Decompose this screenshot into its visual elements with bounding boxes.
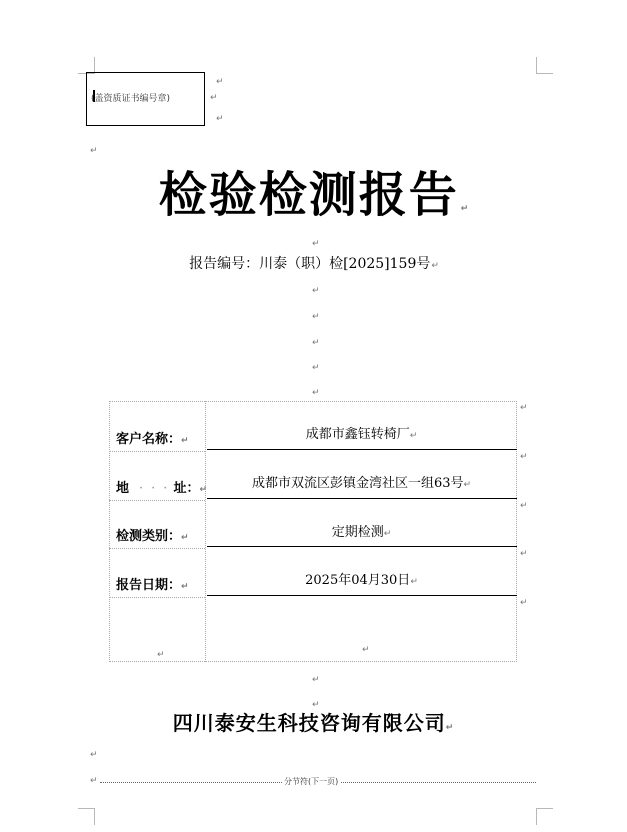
crop-mark-bottom-right xyxy=(536,808,553,825)
field-underline xyxy=(207,498,517,499)
row-end-mark: ↵ xyxy=(520,501,528,511)
table-gridline xyxy=(205,401,206,662)
paragraph-mark: ↵ xyxy=(312,286,320,296)
paragraph-mark: ↵ xyxy=(312,338,320,348)
paragraph-mark: ↵ xyxy=(90,146,98,156)
table-gridline xyxy=(109,597,205,598)
paragraph-mark: ↵ xyxy=(445,723,455,733)
field-underline xyxy=(207,546,517,547)
company-name: 四川泰安生科技咨询有限公司↵ xyxy=(172,711,455,735)
stamp-placeholder-text: (盖资质证书编号章) xyxy=(91,94,171,104)
paragraph-mark: ↵ xyxy=(216,77,224,87)
field-value-address[interactable]: 成都市双流区彭镇金湾社区一组63号↵ xyxy=(251,476,472,491)
field-value-report-date[interactable]: 2025年04月30日↵ xyxy=(305,573,418,588)
table-gridline xyxy=(109,451,205,452)
crop-mark-top-right xyxy=(536,57,553,74)
row-end-mark: ↵ xyxy=(520,549,528,559)
paragraph-mark: ↵ xyxy=(90,750,98,760)
paragraph-mark: ↵ xyxy=(210,93,218,103)
paragraph-mark: ↵ xyxy=(312,700,320,710)
field-label-address: 地 · · · 址：↵ xyxy=(116,481,207,496)
field-underline xyxy=(207,449,517,450)
section-break-label: 分节符(下一页) xyxy=(284,777,339,786)
paragraph-mark: ↵ xyxy=(312,388,320,398)
paragraph-mark: ↵ xyxy=(216,114,224,124)
crop-mark-bottom-left xyxy=(78,808,95,825)
paragraph-mark: ↵ xyxy=(312,675,320,685)
table-gridline xyxy=(109,548,205,549)
field-label-customer: 客户名称：↵ xyxy=(116,432,189,447)
field-value-test-category[interactable]: 定期检测↵ xyxy=(331,525,392,540)
field-value-customer[interactable]: 成都市鑫钰转椅厂↵ xyxy=(305,427,418,442)
paragraph-mark: ↵ xyxy=(157,650,165,660)
document-title: 检验检测报告 ↵ xyxy=(158,167,471,223)
row-end-mark: ↵ xyxy=(520,598,528,608)
row-end-mark: ↵ xyxy=(520,403,528,413)
paragraph-mark: ↵ xyxy=(90,776,98,786)
paragraph-mark: ↵ xyxy=(312,363,320,373)
paragraph-mark: ↵ xyxy=(312,239,320,249)
row-end-mark: ↵ xyxy=(520,452,528,462)
table-gridline xyxy=(109,500,205,501)
paragraph-mark: ↵ xyxy=(460,204,471,214)
field-label-report-date: 报告日期：↵ xyxy=(116,578,189,593)
field-label-test-category: 检测类别：↵ xyxy=(116,529,189,544)
paragraph-mark: ↵ xyxy=(312,312,320,322)
report-number: 报告编号：川泰（职）检[2025]159号↵ xyxy=(189,256,439,272)
field-underline xyxy=(207,595,517,596)
paragraph-mark: ↵ xyxy=(362,645,370,655)
paragraph-mark: ↵ xyxy=(431,261,439,271)
